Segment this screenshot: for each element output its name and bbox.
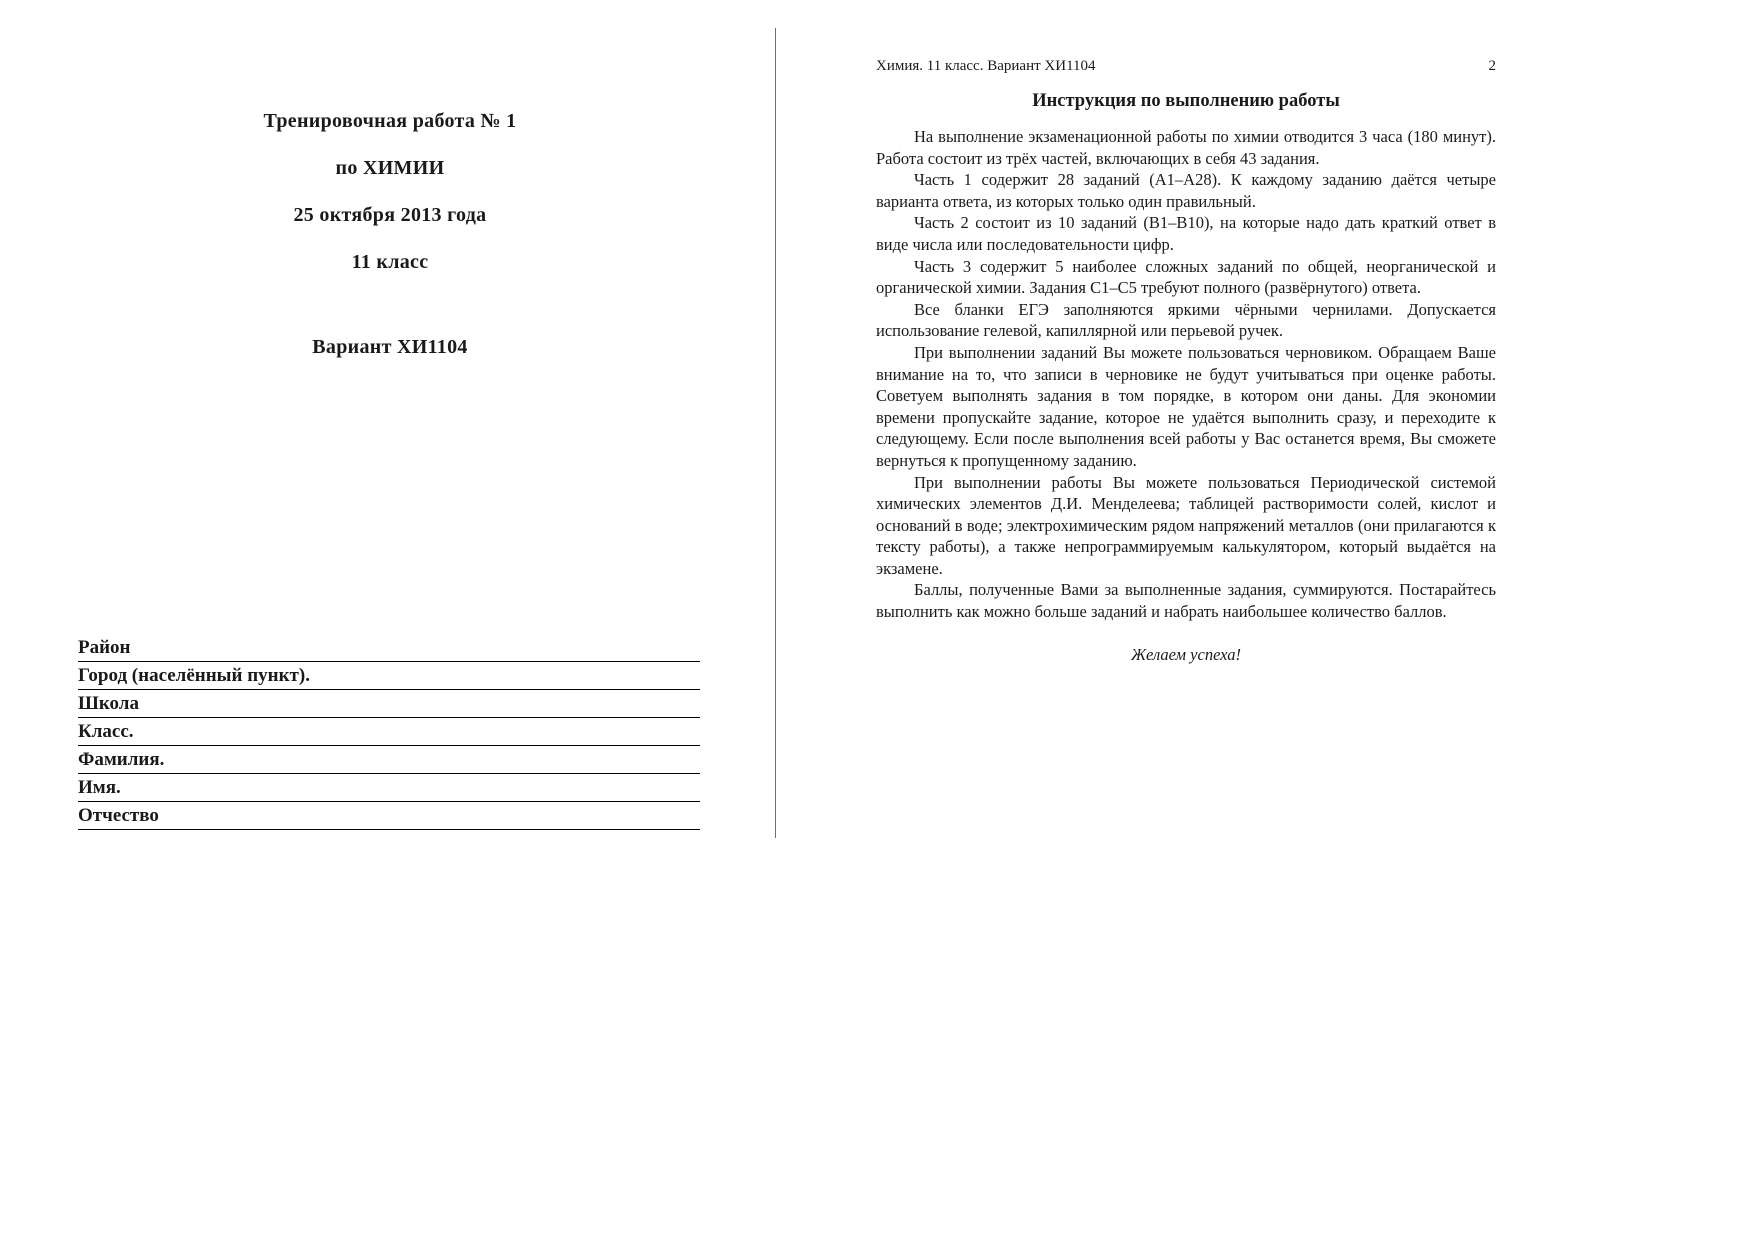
form-field-label: Город (населённый пункт). xyxy=(78,665,310,686)
running-header: Химия. 11 класс. Вариант ХИ1104 xyxy=(876,58,1096,74)
paragraph-draft: При выполнении заданий Вы можете пользоваться черновиком. Обращаем Ваше внимание на то, что записи в черновике не будут учитываться при оценке работы. Советуем выполнять задания в том порядке, в котором они даны. Для экономии времени пропускайте задание, которое не удаётся выполнить сразу, и переходите к следующему. Если после выполнения всей работы у Вас останется время, Вы сможете вернуться к пропущенному заданию. xyxy=(876,342,1496,470)
work-title: Тренировочная работа № 1 xyxy=(263,110,517,132)
form-field-school xyxy=(78,691,700,718)
form-field-label: Имя. xyxy=(78,777,121,798)
form-field-label: Район xyxy=(78,637,131,658)
page-number: 2 xyxy=(1488,58,1496,74)
paragraph-part1: Часть 1 содержит 28 заданий (А1–А28). К каждому заданию даётся четыре варианта ответа, из которых только один правильный. xyxy=(876,170,1496,211)
paragraph-ink: Все бланки ЕГЭ заполняются яркими чёрными чернилами. Допускается использование гелевой, капиллярной или перьевой ручек. xyxy=(876,299,1496,341)
paragraph-duration: На выполнение экзаменационной работы по химии отводится 3 часа (180 минут). Работа состоит из трёх частей, включающих в себя 43 задания. xyxy=(876,127,1496,168)
form-field-firstname xyxy=(78,775,700,802)
form-field-label: Фамилия. xyxy=(78,749,165,770)
form-field-surname xyxy=(78,747,700,774)
variant-label: Вариант ХИ1104 xyxy=(312,336,468,358)
title-block xyxy=(70,110,710,274)
form-field-label: Школа xyxy=(78,693,139,714)
form-field-patronymic xyxy=(78,803,700,830)
paragraph-scores: Баллы, полученные Вами за выполненные задания, суммируются. Постарайтесь выполнить как можно больше заданий и набрать наибольшее количество баллов. xyxy=(876,580,1496,622)
page-header xyxy=(876,58,1496,75)
grade-line: 11 класс xyxy=(351,251,429,273)
form-field-class xyxy=(78,719,700,746)
form-field-district xyxy=(78,635,700,662)
form-field-label: Класс. xyxy=(78,721,134,742)
instructions-title: Инструкция по выполнению работы xyxy=(1032,91,1340,111)
subject-line: по ХИМИИ xyxy=(335,157,445,179)
form-fields xyxy=(78,635,700,830)
left-page xyxy=(0,0,775,1239)
closing-wish: Желаем успеха! xyxy=(1130,644,1242,664)
paragraph-part2: Часть 2 состоит из 10 заданий (В1–В10), на которые надо дать краткий ответ в виде числа или последовательности цифр. xyxy=(876,213,1496,254)
form-field-city xyxy=(78,663,700,690)
form-field-label: Отчество xyxy=(78,805,159,826)
right-page xyxy=(776,0,1754,1239)
date-line: 25 октября 2013 года xyxy=(293,204,487,226)
paragraph-aids: При выполнении работы Вы можете пользоваться Периодической системой химических элементов Д.И. Менделеева; таблицей растворимости солей, кислот и оснований в воде; электрохимическим рядом напряжений металлов (они прилагаются к тексту работы), а также непрограммируемым калькулятором, который выдаётся на экзамене. xyxy=(876,472,1496,578)
paragraph-part3: Часть 3 содержит 5 наиболее сложных заданий по общей, неорганической и органической химии. Задания С1–С5 требуют полного (развёрнутого) ответа. xyxy=(876,256,1496,298)
